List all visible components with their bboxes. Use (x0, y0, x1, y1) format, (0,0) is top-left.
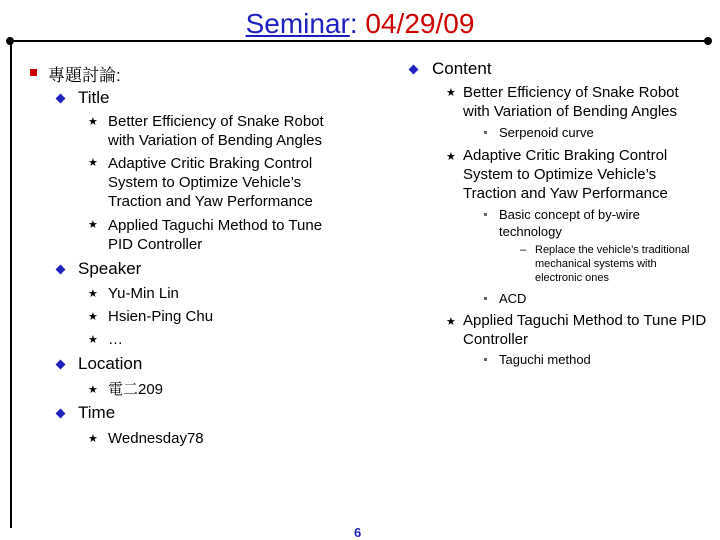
star-bullet-icon: ★ (446, 87, 456, 99)
slide-title-date: 04/29/09 (365, 8, 475, 39)
star-bullet-icon: ★ (88, 311, 98, 323)
content-topic-2-subsub: Replace the vehicle’s traditional mechanical systems with electronic ones (535, 244, 690, 284)
title-item-3: Applied Taguchi Method to Tune PID Controller (108, 217, 323, 253)
rule-right-dot (704, 37, 712, 45)
star-bullet-icon: ★ (446, 316, 456, 328)
title-item-1: Better Efficiency of Snake Robot with Variation of Bending Angles (108, 113, 324, 149)
speaker-item-2: Hsien-Ping Chu (108, 308, 214, 325)
star-bullet-icon: ★ (88, 384, 98, 396)
star-bullet-icon: ★ (88, 116, 98, 128)
dot-bullet-icon (484, 131, 487, 134)
diamond-bullet-icon (56, 94, 66, 104)
time-heading: Time (78, 403, 116, 422)
time-value: Wednesday78 (108, 430, 204, 447)
location-heading: Location (78, 354, 143, 373)
speaker-item-3: … (108, 331, 123, 348)
content-topic-2-sub: Basic concept of by-wire technology (499, 207, 640, 239)
dot-bullet-icon (484, 358, 487, 361)
star-bullet-icon: ★ (446, 151, 456, 163)
speaker-heading: Speaker (78, 259, 142, 278)
location-value: 電二209 (108, 381, 164, 398)
diamond-bullet-icon (56, 409, 66, 419)
dash-bullet-icon: – (520, 244, 527, 256)
star-bullet-icon: ★ (88, 157, 98, 169)
diamond-bullet-icon (56, 360, 66, 370)
content-topic-1: Better Efficiency of Snake Robot with Variation of Bending Angles (463, 84, 679, 120)
diamond-bullet-icon (56, 265, 66, 275)
star-bullet-icon: ★ (88, 334, 98, 346)
page-number: 6 (354, 525, 362, 540)
content-topic-3: Applied Taguchi Method to Tune PID Controller (463, 312, 707, 348)
dot-bullet-icon (484, 297, 487, 300)
dot-bullet-icon (484, 213, 487, 216)
content-topic-2: Adaptive Critic Braking Control System to Optimize Vehicle’s Traction and Yaw Performance (463, 147, 668, 202)
speaker-item-1: Yu-Min Lin (108, 285, 179, 302)
content-topic-3-sub: Taguchi method (499, 352, 591, 367)
content-topic-2-sub2: ACD (499, 291, 527, 306)
title-rule (10, 40, 708, 42)
main-label: 專題討論: (48, 66, 121, 85)
star-bullet-icon: ★ (88, 288, 98, 300)
title-heading: Title (78, 88, 110, 107)
slide-title (0, 8, 720, 40)
slide-title-colon: : (349, 8, 366, 39)
left-vertical-rule (10, 44, 12, 528)
diamond-bullet-icon (409, 65, 419, 75)
slide-title-link[interactable]: Seminar (245, 8, 350, 39)
content-topic-1-sub: Serpenoid curve (499, 125, 594, 140)
star-bullet-icon: ★ (88, 219, 98, 231)
title-item-2: Adaptive Critic Braking Control System to Optimize Vehicle’s Traction and Yaw Performance (108, 155, 313, 210)
content-heading: Content (432, 59, 492, 78)
star-bullet-icon: ★ (88, 433, 98, 445)
square-bullet-icon (30, 69, 37, 76)
